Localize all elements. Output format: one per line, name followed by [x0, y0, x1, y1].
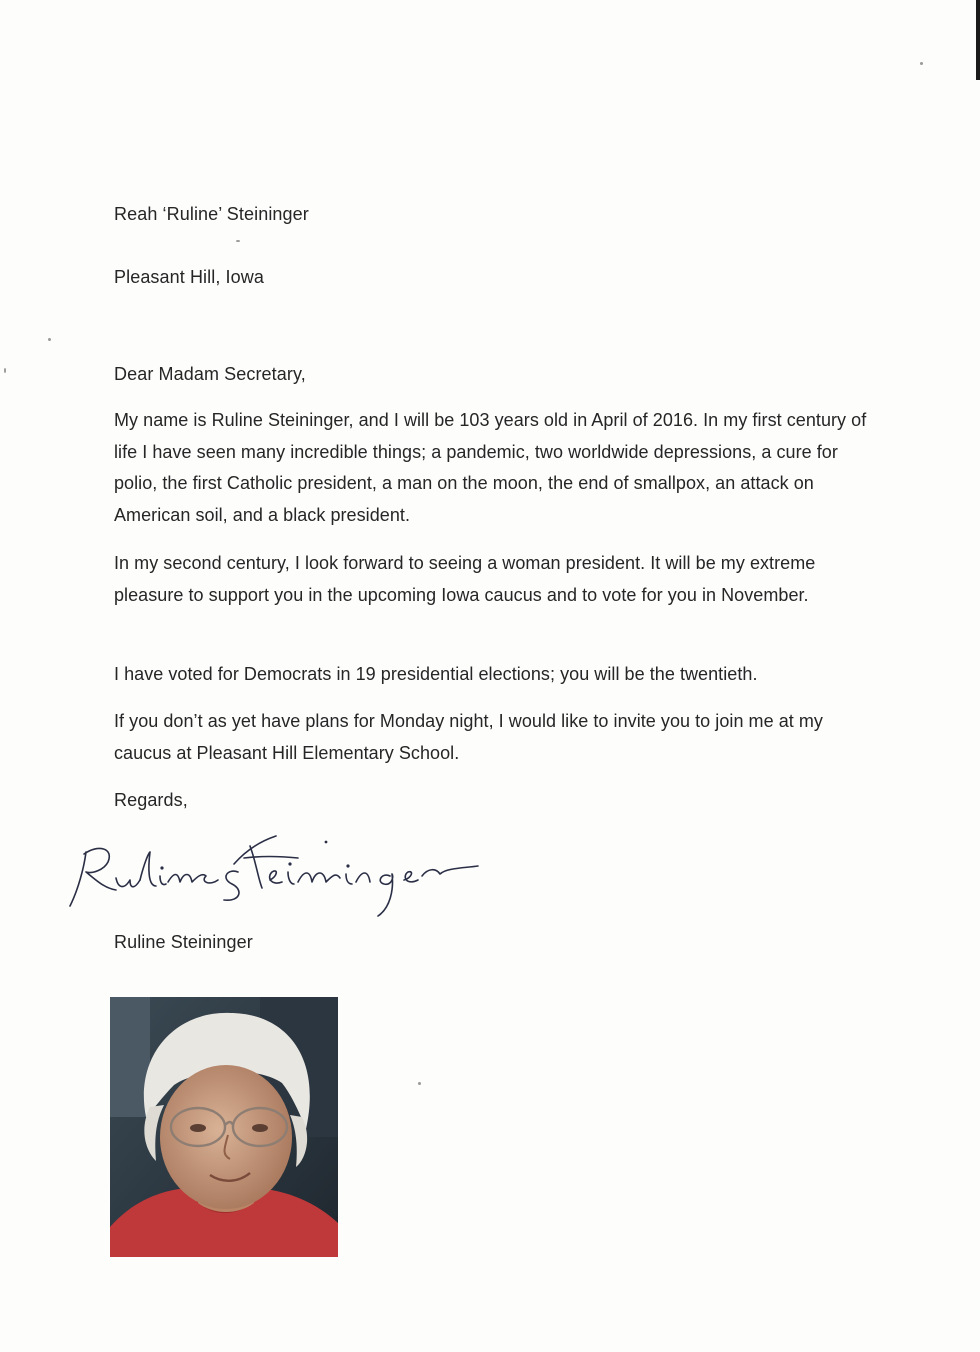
body-paragraph-3: I have voted for Democrats in 19 presidential elections; you will be the twentieth. — [114, 664, 758, 684]
portrait-illustration — [110, 997, 338, 1257]
scan-edge — [976, 0, 980, 80]
sender-location: Pleasant Hill, Iowa — [114, 267, 264, 287]
salutation: Dear Madam Secretary, — [114, 364, 306, 384]
scan-speck — [418, 1082, 421, 1085]
body-paragraph-1: My name is Ruline Steininger, and I will be 103 years old in April of 2016. In my first century of life I have seen many incredible things; a pandemic, two worldwide depressions, a cure for polio, the first Catholic president, a man on the moon, the end of smallpox, an attack on American soil, and a black president. — [114, 410, 867, 525]
scan-speck — [236, 240, 240, 242]
portrait-photo — [110, 997, 338, 1257]
body-paragraph-4: If you don’t as yet have plans for Monday night, I would like to invite you to join me at my caucus at Pleasant Hill Elementary School. — [114, 711, 823, 763]
handwritten-signature — [64, 828, 494, 918]
sender-name: Reah ‘Ruline’ Steininger — [114, 204, 309, 224]
scan-speck — [4, 368, 6, 373]
body-paragraph-2: In my second century, I look forward to seeing a woman president. It will be my extreme pleasure to support you in the upcoming Iowa caucus and to vote for you in November. — [114, 553, 816, 605]
signed-name: Ruline Steininger — [114, 932, 253, 952]
closing: Regards, — [114, 790, 188, 810]
scan-speck — [920, 62, 923, 65]
scan-speck — [48, 338, 51, 341]
